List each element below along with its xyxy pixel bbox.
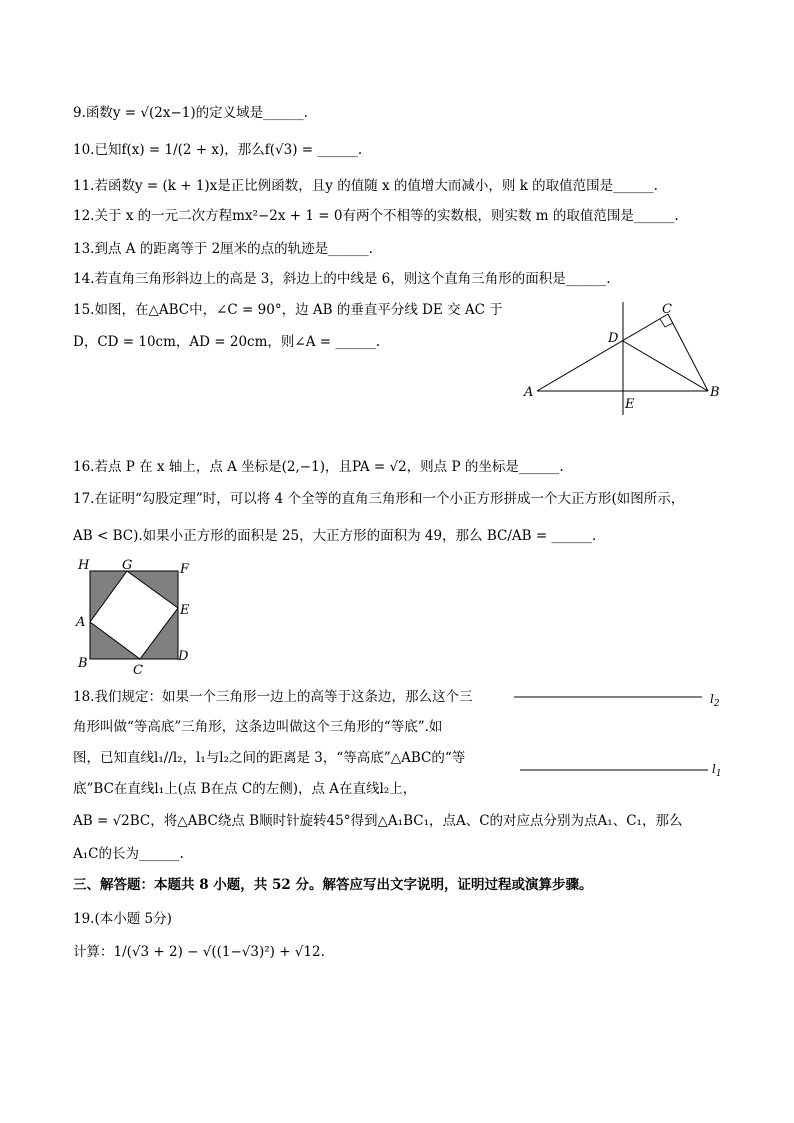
label-B: B xyxy=(710,385,720,400)
question-11: 11.若函数y = (k + 1)x是正比例函数，且y 的值随 x 的值增大而减小，则 k 的取值范围是______. xyxy=(73,178,658,194)
pythagoras-square-figure-q17 xyxy=(72,557,197,679)
question-14: 14.若直角三角形斜边上的高是 3，斜边上的中线是 6，则这个直角三角形的面积是______. xyxy=(73,271,611,287)
label-E: E xyxy=(625,397,635,412)
question-13: 13.到点 A 的距离等于 2厘米的点的轨迹是______. xyxy=(73,241,373,257)
question-17-line-1: 17.在证明“勾股定理”时，可以将 4 个全等的直角三角形和一个小正方形拼成一个大正方形(如图所示， xyxy=(73,491,685,507)
question-17-line-2: AB < BC).如果小正方形的面积是 25，大正方形的面积为 49，那么 BC/AB = ______. xyxy=(73,528,597,544)
label-l1: $l_1$ xyxy=(712,762,722,779)
question-10: 10.已知f(x) = 1/(2 + x)，那么f(√3) = ______. xyxy=(73,142,363,158)
label-C: C xyxy=(133,663,143,678)
question-9: 9.函数y = √(2x−1)的定义域是______. xyxy=(73,105,308,121)
question-18-line-2: 角形叫做“等高底”三角形，这条边叫做这个三角形的“等底”.如 xyxy=(73,719,443,735)
question-15-line-1: 15.如图，在△ABC中，∠C = 90°，边 AB 的垂直平分线 DE 交 AC 于 xyxy=(73,302,503,318)
label-F: F xyxy=(180,562,190,577)
label-C: C xyxy=(662,302,672,317)
label-A: A xyxy=(76,615,86,630)
question-19-title: 19.(本小题 5分) xyxy=(73,911,172,927)
question-18-line-5: AB = √2BC，将△ABC绕点 B顺时针旋转45°得到△A₁BC₁，点A、C的对应点分别为点A₁、C₁，那么 xyxy=(73,813,683,829)
label-H: H xyxy=(78,558,90,573)
question-18-line-3: 图，已知直线l₁//l₂，l₁与l₂之间的距离是 3，“等高底”△ABC的“等 xyxy=(73,750,466,766)
label-l2: $l_2$ xyxy=(710,692,720,709)
question-18-line-6: A₁C的长为______. xyxy=(73,846,184,862)
label-B: B xyxy=(78,656,88,671)
label-D: D xyxy=(178,649,189,664)
question-18-line-1: 18.我们规定：如果一个三角形一边上的高等于这条边，那么这个三 xyxy=(73,689,473,705)
label-D: D xyxy=(608,331,619,346)
question-12: 12.关于 x 的一元二次方程mx²−2x + 1 = 0有两个不相等的实数根，则实数 m 的取值范围是______. xyxy=(73,208,679,224)
question-16: 16.若点 P 在 x 轴上，点 A 坐标是(2,−1)，且PA = √2，则点 P 的坐标是______. xyxy=(73,459,564,475)
label-E: E xyxy=(180,603,190,618)
triangle-figure-q15 xyxy=(520,298,730,420)
question-19-body: 计算：1/(√3 + 2) − √((1−√3)²) + √12. xyxy=(73,944,325,960)
parallel-lines-figure-q18 xyxy=(508,685,728,785)
label-A: A xyxy=(524,385,534,400)
question-18-line-4: 底”BC在直线l₁上(点 B在点 C的左侧)，点 A在直线l₂上， xyxy=(73,781,417,797)
question-15-line-2: D，CD = 10cm，AD = 20cm，则∠A = ______. xyxy=(73,334,381,350)
label-G: G xyxy=(122,558,133,573)
section-3-heading: 三、解答题：本题共 8 小题，共 52 分。解答应写出文字说明，证明过程或演算步骤。 xyxy=(73,877,593,893)
